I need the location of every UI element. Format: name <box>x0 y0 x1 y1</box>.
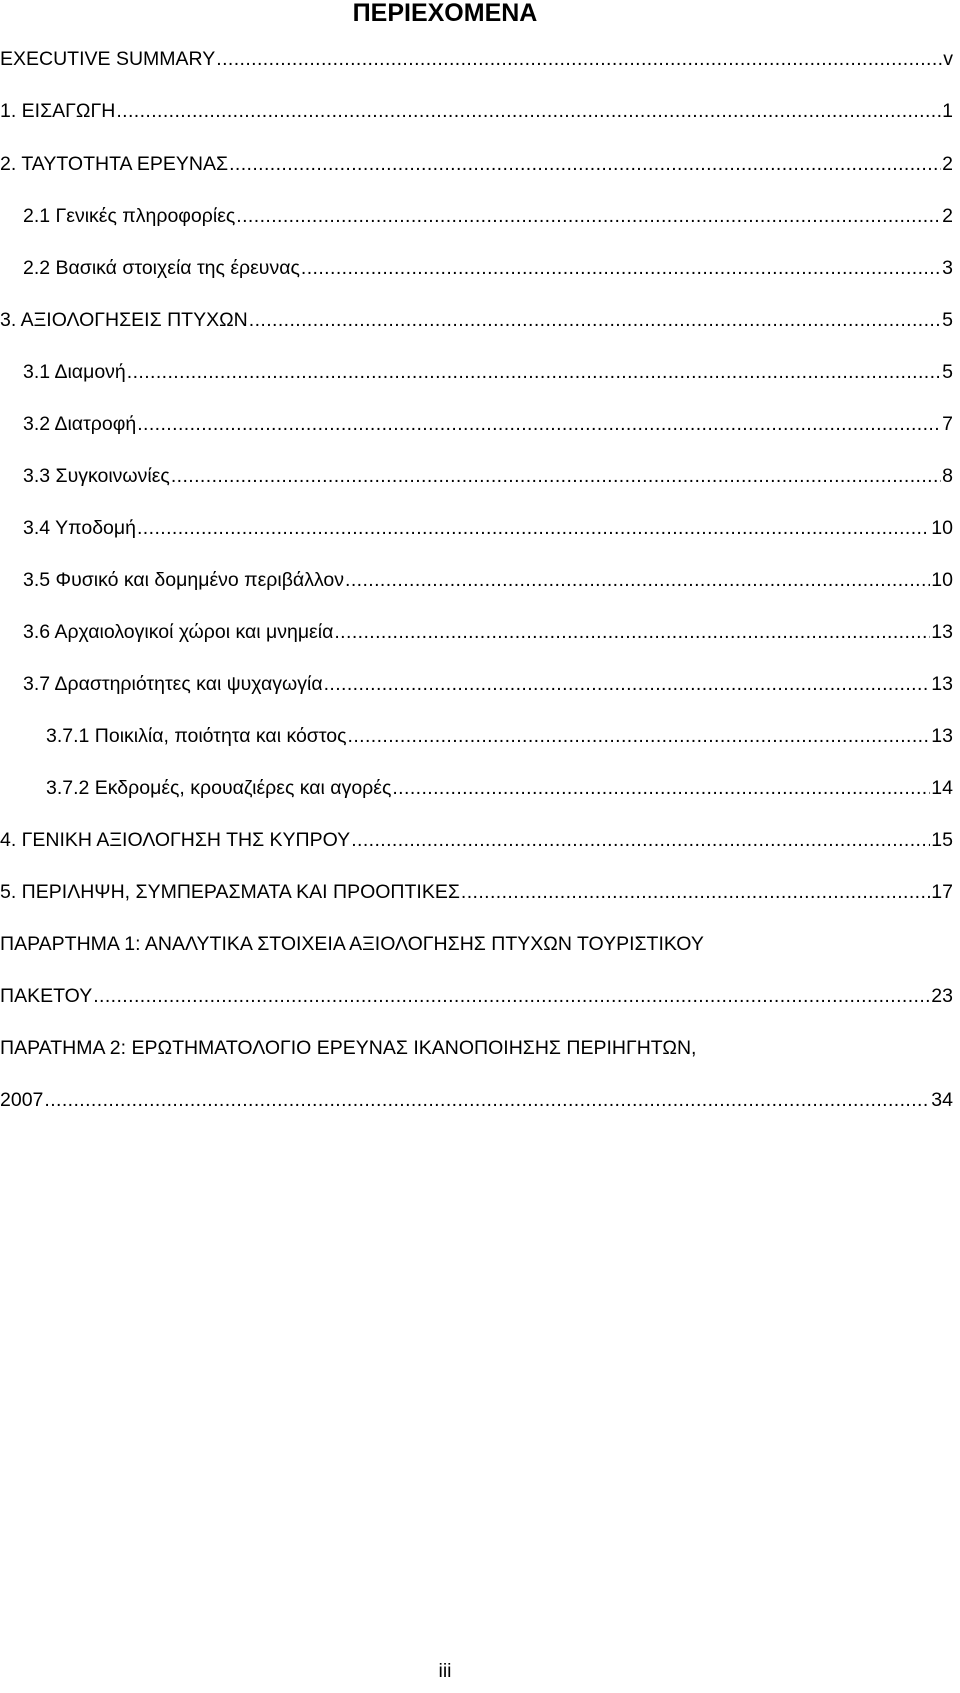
toc-page-number: 23 <box>931 985 953 1007</box>
toc-page-number: 1 <box>942 100 953 122</box>
toc-entry-introduction[interactable] <box>0 98 960 124</box>
toc-entry-label-line2: 2007 <box>0 1089 44 1111</box>
toc-entry-aspect-evaluations[interactable] <box>0 307 960 333</box>
leader-dots <box>116 98 941 124</box>
leader-dots <box>324 671 931 697</box>
toc-entry-label: 2. ΤΑΥΤΟΤΗΤΑ ΕΡΕΥΝΑΣ <box>0 153 229 175</box>
toc-entry-label-line2: ΠΑΚΕΤΟΥ <box>0 985 93 1007</box>
toc-entry-archaeological-sites[interactable] <box>0 619 960 645</box>
toc-entry-label: 3.5 Φυσικό και δομημένο περιβάλλον <box>23 569 345 591</box>
leader-dots <box>216 46 942 72</box>
toc-page-number: 5 <box>942 309 953 331</box>
toc-entry-summary-conclusions[interactable] <box>0 879 960 905</box>
toc-entry-label: 2.2 Βασικά στοιχεία της έρευνας <box>23 257 300 279</box>
toc-page-number: 2 <box>942 205 953 227</box>
footer-page-number: iii <box>438 1660 452 1682</box>
leader-dots <box>137 411 941 437</box>
toc-page-number: 5 <box>942 361 953 383</box>
leader-dots <box>351 827 930 853</box>
leader-dots <box>236 203 941 229</box>
toc-entry-label: 3.4 Υποδομή <box>23 517 136 539</box>
leader-dots <box>348 723 931 749</box>
leader-dots <box>345 567 930 593</box>
toc-entry-infrastructure[interactable] <box>0 515 960 541</box>
page-title: ΠΕΡΙΕΧΟΜΕΝΑ <box>352 0 538 27</box>
toc-entry-research-basics[interactable] <box>0 255 960 281</box>
toc-entry-label: 3.7.1 Ποικιλία, ποιότητα και κόστος <box>46 725 347 747</box>
toc-page-number: 15 <box>931 829 953 851</box>
toc-entry-general-info[interactable] <box>0 203 960 229</box>
leader-dots <box>229 151 941 177</box>
toc-entry-activities[interactable] <box>0 671 960 697</box>
toc-entry-label: 3.1 Διαμονή <box>23 361 126 383</box>
toc-entry-excursions[interactable] <box>0 775 960 801</box>
toc-entry-label: 3.7.2 Εκδρομές, κρουαζιέρες και αγορές <box>46 777 392 799</box>
toc-page-number: 2 <box>942 153 953 175</box>
leader-dots <box>301 255 941 281</box>
toc-page-number: 3 <box>942 257 953 279</box>
toc-entry-label-line1: ΠΑΡΑΡΤΗΜΑ 1: ΑΝΑΛΥΤΙΚΑ ΣΤΟΙΧΕΙΑ ΑΞΙΟΛΟΓΗΣΗΣ ΠΤΥΧΩΝ ΤΟΥΡΙΣΤΙΚΟΥ <box>0 933 704 955</box>
toc-entry-food[interactable] <box>0 411 960 437</box>
toc-entry-general-evaluation[interactable] <box>0 827 960 853</box>
leader-dots <box>171 463 941 489</box>
toc-entry-appendix-2[interactable] <box>0 1035 960 1111</box>
toc-page-number: 8 <box>942 465 953 487</box>
toc-entry-label: EXECUTIVE SUMMARY <box>0 48 216 70</box>
toc-entry-label: 4. ΓΕΝΙΚΗ ΑΞΙΟΛΟΓΗΣΗ ΤΗΣ ΚΥΠΡΟΥ <box>0 829 351 851</box>
toc-page-number: 13 <box>931 621 953 643</box>
leader-dots <box>44 1087 930 1113</box>
toc-page-number: 13 <box>931 725 953 747</box>
toc-entry-appendix-1[interactable] <box>0 931 960 1007</box>
toc-entry-label-line1: ΠΑΡΑΤΗΜΑ 2: ΕΡΩΤΗΜΑΤΟΛΟΓΙΟ ΕΡΕΥΝΑΣ ΙΚΑΝΟΠΟΙΗΣΗΣ ΠΕΡΙΗΓΗΤΩΝ, <box>0 1037 697 1059</box>
toc-entry-label: 3.7 Δραστηριότητες και ψυχαγωγία <box>23 673 323 695</box>
toc-entry-label: 2.1 Γενικές πληροφορίες <box>23 205 236 227</box>
toc-entry-label: 3.6 Αρχαιολογικοί χώροι και μνημεία <box>23 621 334 643</box>
toc-page-number: 10 <box>931 517 953 539</box>
toc-page-number: v <box>943 48 953 70</box>
toc-page-number: 7 <box>942 413 953 435</box>
leader-dots <box>127 359 941 385</box>
toc-page-number: 17 <box>931 881 953 903</box>
toc-entry-label: 3. ΑΞΙΟΛΟΓΗΣΕΙΣ ΠΤΥΧΩΝ <box>0 309 248 331</box>
toc-entry-label: 3.3 Συγκοινωνίες <box>23 465 170 487</box>
toc-entry-variety-quality-cost[interactable] <box>0 723 960 749</box>
leader-dots <box>249 307 941 333</box>
toc-entry-label: 5. ΠΕΡΙΛΗΨΗ, ΣΥΜΠΕΡΑΣΜΑΤΑ ΚΑΙ ΠΡΟΟΠΤΙΚΕΣ <box>0 881 460 903</box>
leader-dots <box>392 775 930 801</box>
leader-dots <box>93 983 930 1009</box>
toc-page-number: 14 <box>931 777 953 799</box>
leader-dots <box>137 515 930 541</box>
toc-entry-environment[interactable] <box>0 567 960 593</box>
toc-page-number: 34 <box>931 1089 953 1111</box>
toc-entry-accommodation[interactable] <box>0 359 960 385</box>
leader-dots <box>334 619 930 645</box>
toc-entry-label: 1. ΕΙΣΑΓΩΓΗ <box>0 100 116 122</box>
toc-page-number: 10 <box>931 569 953 591</box>
toc-entry-label: 3.2 Διατροφή <box>23 413 137 435</box>
toc-entry-research-identity[interactable] <box>0 151 960 177</box>
toc-entry-transport[interactable] <box>0 463 960 489</box>
toc-entry-executive-summary[interactable] <box>0 46 960 72</box>
leader-dots <box>461 879 930 905</box>
toc-page-number: 13 <box>931 673 953 695</box>
